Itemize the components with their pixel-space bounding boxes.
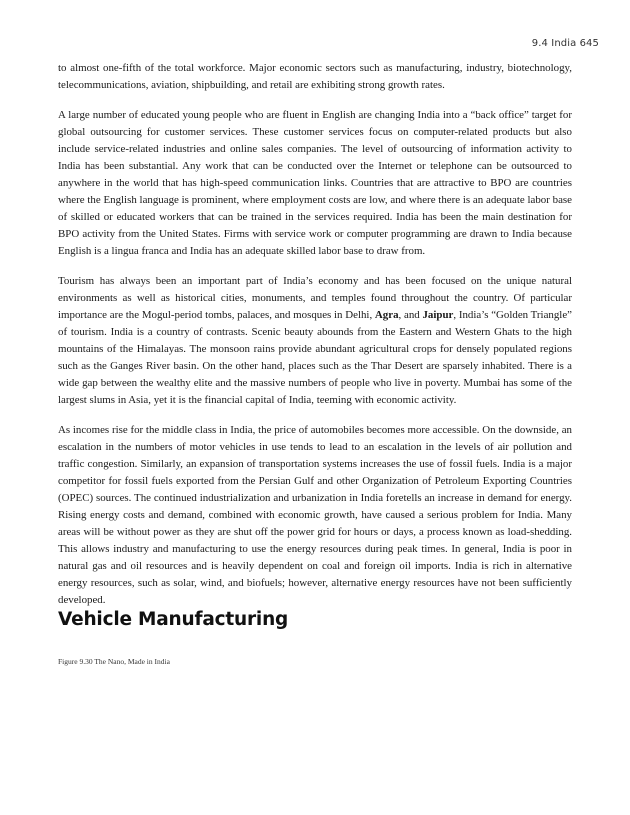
figure-caption: Figure 9.30 The Nano, Made in India: [58, 657, 170, 666]
paragraph-workforce: to almost one-fifth of the total workforce. Major economic sectors such as manufacturing, industry, biotechnology, telecommunications, aviation, shipbuilding, and retail are exhibiting strong growth rates.: [58, 62, 572, 91]
keyword-agra: Agra: [374, 309, 399, 321]
section-heading: Vehicle Manufacturing: [58, 609, 289, 630]
tourism-text-part-1: Tourism has always been an important part of India’s economy and has been focused on the unique natural environments as well as historical cities, monuments, and temples found throughout the country. Of particular importance are the Mogul-period tombs, palaces, and mosques in Delhi,: [58, 275, 572, 321]
tourism-text-part-3: , India’s “Golden Triangle” of tourism. India is a country of contrasts. Scenic beauty abounds from the Eastern and Western Ghats to the high mountains of the Himalayas. The monsoon rains provide abundant agricultural crops for densely populated regions such as the Ganges River basin. On the other hand, places such as the Thar Desert are sparsely inhabited. There is a wide gap between the wealthy elite and the massive numbers of people who live in poverty. Mumbai has some of the largest slums in Asia, yet it is the financial capital of India, teeming with economic activity.: [58, 309, 572, 406]
running-head: 9.4 India 645: [531, 38, 599, 49]
keyword-jaipur: Jaipur: [422, 309, 454, 321]
paragraph-energy: As incomes rise for the middle class in India, the price of automobiles becomes more accessible. On the downside, an escalation in the numbers of motor vehicles in use tends to lead to an escalation in the levels of air pollution and traffic congestion. Similarly, an expansion of transportation systems increases the use of fossil fuels. India is a major competitor for fossil fuels exported from the Persian Gulf and other Organization of Petroleum Exporting Countries (OPEC) sources. The continued industrialization and urbanization in India foretells an increase in demand for energy. Rising energy costs and demand, combined with economic growth, have caused a serious problem for India. Many areas will be without power as they are shut off the power grid for hours or days, a process known as load-shedding. This allows industry and manufacturing to use the energy resources during peak times. In general, India is poor in natural gas and oil resources and is heavily dependent on coal and foreign oil imports. India is rich in alternative energy resources, such as solar, wind, and biofuels; however, alternative energy resources have not been sufficiently developed.: [58, 424, 572, 606]
tourism-text-part-2: , and: [398, 309, 423, 321]
paragraph-tourism: [58, 273, 572, 409]
paragraph-outsourcing: A large number of educated young people who are fluent in English are changing India into a “back office” target for global outsourcing for customer services. These customer services focus on computer-related products but also include service-related industries and online sales companies. The level of outsourcing of information activity to India has been substantial. Any work that can be conducted over the Internet or telephone can be outsourced to anywhere in the world that has high-speed communication links. Countries that are attractive to BPO are countries where the English language is prominent, where employment costs are low, and where there is an adequate labor base of skilled or educated workers that can be trained in the services required. India has been the main destination for BPO activity from the United States. Firms with service work or computer programming are drawn to India because English is a lingua franca and India has an adequate skilled labor base to draw from.: [58, 109, 572, 257]
body-text: [58, 60, 572, 622]
